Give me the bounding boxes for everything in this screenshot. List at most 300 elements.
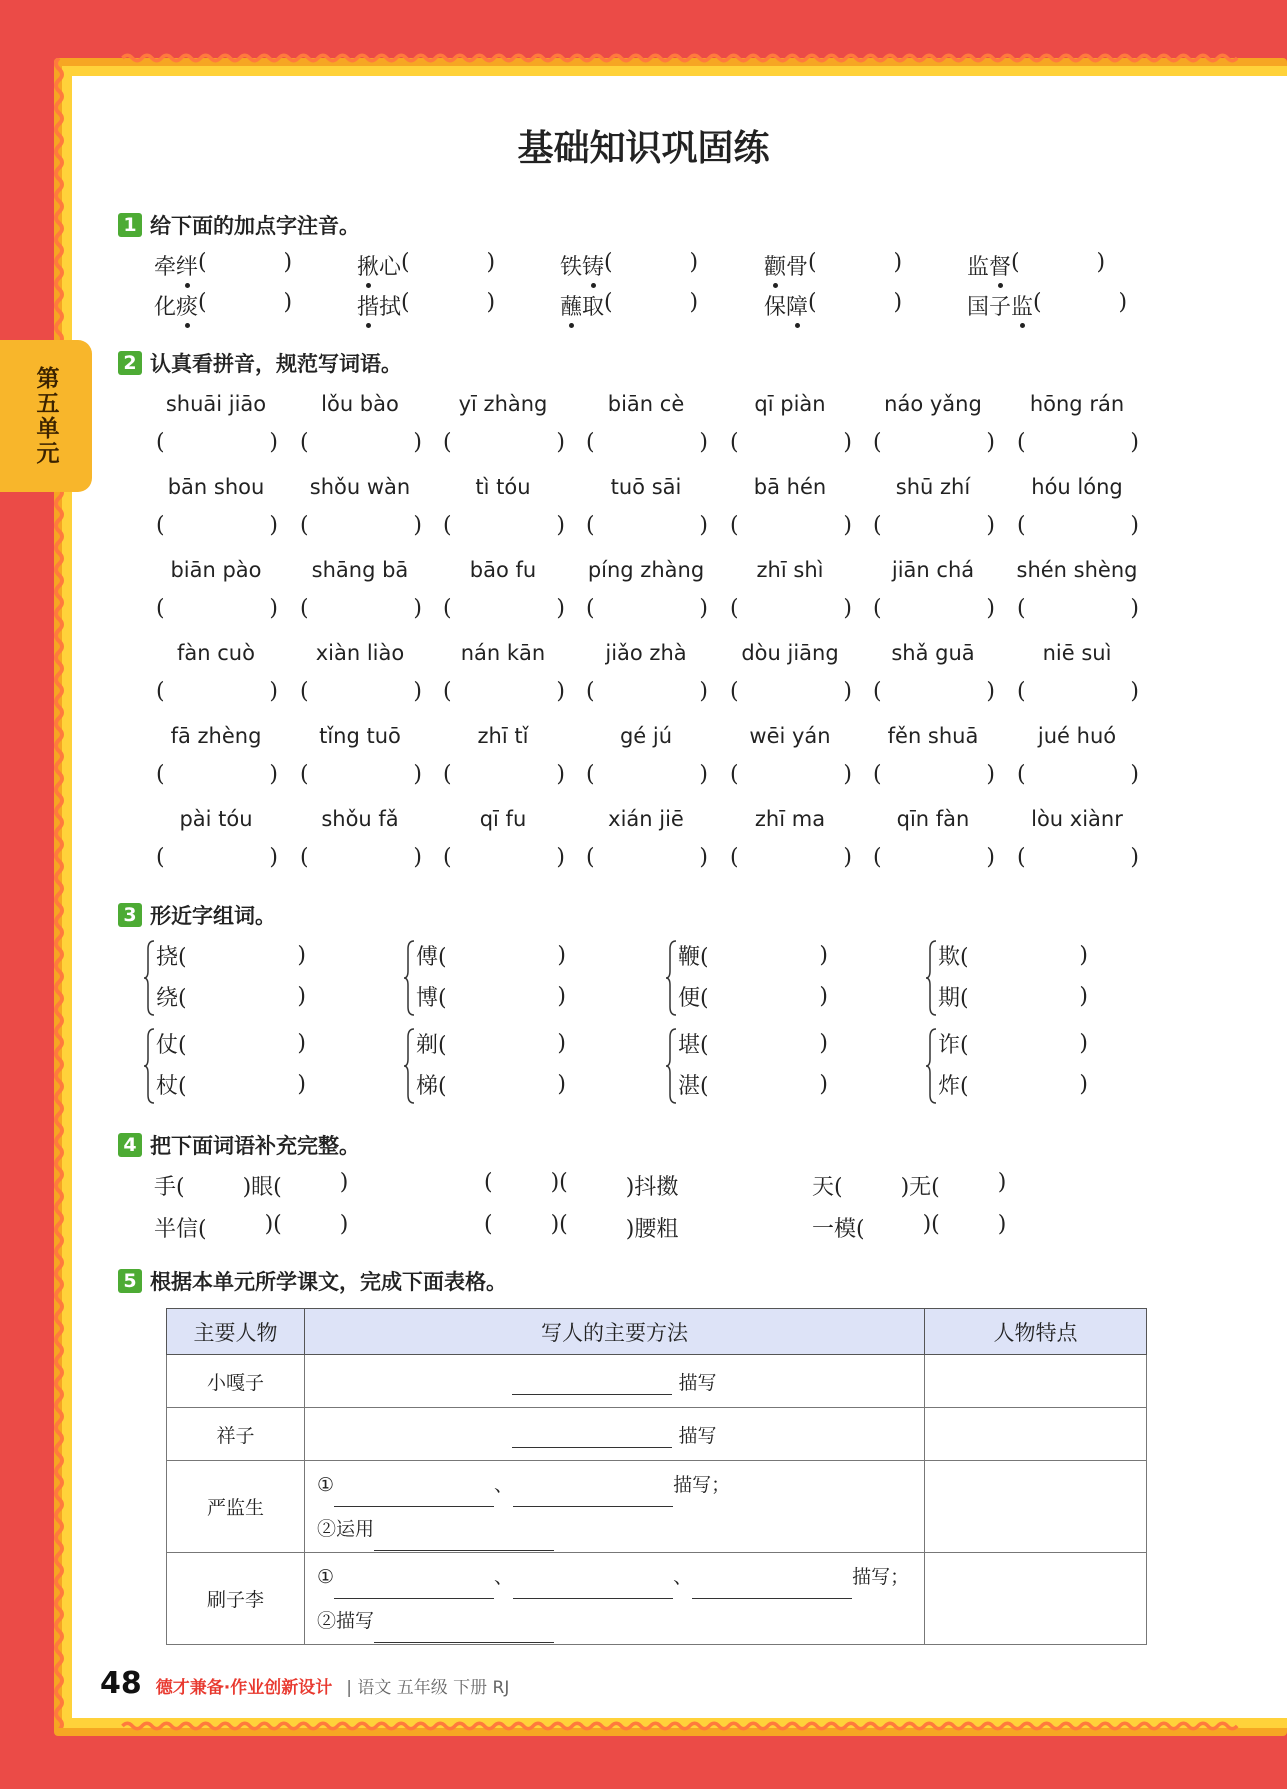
pinyin-label: jiǎo zhà [605, 641, 687, 665]
answer-blank[interactable] [374, 1623, 554, 1643]
answer-blank[interactable] [568, 1170, 626, 1201]
person-name: 祥子 [167, 1408, 305, 1461]
method-cell [305, 1553, 925, 1645]
open-paren[interactable]: ( [700, 1033, 709, 1058]
unit-label: 第五单元 [32, 366, 59, 466]
series-name: 德才兼备·作业创新设计 [155, 1678, 333, 1698]
similar-char: 鞭 [678, 945, 701, 970]
phonetic-item [154, 250, 292, 281]
idiom-part-a: ( [484, 1212, 493, 1237]
answer-paren[interactable]: ( ) [443, 596, 565, 621]
char-with-paren [156, 981, 187, 1012]
answer-paren[interactable]: ( ) [808, 250, 903, 275]
phonetic-item [357, 290, 495, 321]
pinyin-label: fā zhèng [170, 724, 262, 748]
answer-paren[interactable]: ( ) [586, 762, 708, 787]
idiom-part-a: ( [484, 1170, 493, 1195]
answer-blank[interactable] [940, 1170, 998, 1201]
pinyin-label: niē suì [1042, 641, 1112, 665]
pinyin-label: pài tóu [179, 807, 253, 831]
pinyin-label: lǒu bào [321, 392, 399, 416]
phonetic-item [560, 250, 698, 281]
char-with-paren [678, 981, 709, 1012]
trait-cell[interactable] [925, 1553, 1147, 1645]
idiom-item [154, 1212, 348, 1243]
answer-paren[interactable]: ( ) [156, 596, 278, 621]
pinyin-label: dòu jiāng [741, 641, 839, 665]
table-row [167, 1408, 1147, 1461]
pinyin-label: bān shou [167, 475, 265, 499]
answer-paren[interactable]: ( ) [156, 513, 278, 538]
idiom-part-a: 手( [154, 1175, 185, 1200]
method-cell [305, 1408, 925, 1461]
answer-paren[interactable]: ( ) [873, 679, 995, 704]
char-line [156, 976, 306, 1017]
dotted-char: 督 [989, 250, 1011, 281]
close-paren[interactable]: ) [297, 943, 306, 968]
phonetic-item [967, 250, 1105, 281]
answer-blank[interactable] [282, 1212, 340, 1243]
similar-char: 博 [416, 986, 439, 1011]
char-line [156, 1064, 306, 1105]
idiom-part-b: )( [550, 1170, 568, 1195]
item-prefix: ②运用 [317, 1517, 375, 1540]
unit-side-tab [0, 340, 92, 492]
dotted-char: 障 [786, 290, 808, 321]
similar-char: 梯 [416, 1074, 439, 1099]
char-with-paren [416, 1028, 447, 1059]
close-paren[interactable]: ) [297, 1072, 306, 1097]
similar-char: 诈 [938, 1033, 961, 1058]
answer-paren[interactable]: ( ) [1017, 513, 1139, 538]
answer-paren[interactable]: ( ) [300, 513, 422, 538]
answer-blank[interactable] [843, 1170, 901, 1201]
char-line [416, 1023, 566, 1064]
idiom-part-b: )( [922, 1212, 940, 1237]
word-prefix: 保 [764, 295, 787, 320]
answer-blank[interactable] [692, 1579, 852, 1599]
q5-number-badge: 5 [118, 1269, 142, 1293]
open-paren[interactable]: ( [178, 1074, 187, 1099]
answer-paren[interactable]: ( ) [730, 845, 852, 870]
answer-paren[interactable]: ( ) [1017, 596, 1139, 621]
char-with-paren [938, 940, 969, 971]
char-line [156, 935, 306, 976]
open-paren[interactable]: ( [438, 1074, 447, 1099]
pinyin-label: wēi yán [749, 724, 831, 748]
char-line [156, 1023, 306, 1064]
char-group [938, 1023, 1088, 1105]
answer-paren[interactable]: ( ) [1017, 679, 1139, 704]
item-prefix: ②描写 [317, 1609, 375, 1632]
word-prefix: 牵 [154, 255, 177, 280]
q1-prompt: 给下面的加点字注音。 [150, 214, 360, 238]
phonetic-item [357, 250, 495, 281]
answer-blank[interactable] [185, 1170, 243, 1201]
answer-paren[interactable]: ( ) [586, 513, 708, 538]
answer-paren[interactable]: ( ) [586, 679, 708, 704]
dotted-char: 蘸 [560, 290, 582, 321]
answer-paren[interactable]: ( ) [300, 762, 422, 787]
answer-blank[interactable] [334, 1487, 494, 1507]
open-paren[interactable]: ( [438, 1033, 447, 1058]
pinyin-label: bā hén [753, 475, 827, 499]
similar-char: 便 [678, 986, 701, 1011]
answer-blank[interactable] [493, 1170, 551, 1201]
close-paren[interactable]: ) [1079, 943, 1088, 968]
pinyin-label: biān pào [170, 558, 262, 582]
similar-char: 剃 [416, 1033, 439, 1058]
answer-paren[interactable]: ( ) [156, 430, 278, 455]
phonetic-item [967, 290, 1127, 321]
answer-paren[interactable]: ( ) [443, 762, 565, 787]
answer-blank[interactable] [513, 1487, 673, 1507]
phonetic-item [764, 250, 902, 281]
method-cell [305, 1461, 925, 1553]
q2-header [118, 348, 402, 378]
close-paren[interactable]: ) [1079, 1072, 1088, 1097]
answer-paren[interactable]: ( ) [1017, 762, 1139, 787]
answer-paren[interactable]: ( ) [604, 250, 699, 275]
pinyin-label: qī fu [479, 807, 527, 831]
char-with-paren [938, 981, 969, 1012]
phonetic-item [560, 290, 698, 321]
char-with-paren [416, 1069, 447, 1100]
pinyin-label: nán kān [460, 641, 546, 665]
answer-paren[interactable]: ( ) [1017, 845, 1139, 870]
word-suffix: 心 [379, 255, 402, 280]
char-line [416, 935, 566, 976]
q1-header [118, 210, 360, 240]
table-row [167, 1553, 1147, 1645]
open-paren[interactable]: ( [178, 1033, 187, 1058]
char-with-paren [678, 1028, 709, 1059]
q4-prompt: 把下面词语补充完整。 [150, 1134, 360, 1158]
open-paren[interactable]: ( [438, 986, 447, 1011]
answer-paren[interactable]: ( ) [873, 513, 995, 538]
char-with-paren [416, 981, 447, 1012]
answer-blank[interactable] [865, 1212, 923, 1243]
pinyin-label: náo yǎng [884, 392, 982, 416]
answer-paren[interactable]: ( ) [1033, 290, 1128, 315]
char-with-paren [416, 940, 447, 971]
answer-paren[interactable]: ( ) [443, 679, 565, 704]
close-paren[interactable]: ) [557, 943, 566, 968]
answer-blank[interactable] [513, 1579, 673, 1599]
pinyin-label: tǐng tuō [319, 724, 401, 748]
answer-blank[interactable] [512, 1428, 672, 1448]
pinyin-label: hōng rán [1029, 392, 1125, 416]
separator: 、 [494, 1565, 514, 1588]
answer-paren[interactable]: ( ) [586, 845, 708, 870]
idiom-part-c: )抖擞 [625, 1175, 679, 1200]
word-prefix: 监 [967, 255, 990, 280]
answer-paren[interactable]: ( ) [198, 290, 293, 315]
word-suffix: 骨 [786, 255, 809, 280]
answer-blank[interactable] [282, 1170, 340, 1201]
col-header-trait: 人物特点 [925, 1309, 1147, 1355]
open-paren[interactable]: ( [960, 986, 969, 1011]
pinyin-label: tì tóu [475, 475, 531, 499]
q1-number-badge: 1 [118, 213, 142, 237]
answer-paren[interactable]: ( ) [156, 845, 278, 870]
char-line [678, 1064, 828, 1105]
pinyin-label: qīn fàn [896, 807, 970, 831]
top-wave-border [54, 50, 1287, 66]
pinyin-label: qī piàn [754, 392, 826, 416]
word-prefix: 化 [154, 295, 177, 320]
q5-table [166, 1308, 1147, 1645]
answer-paren[interactable]: ( ) [198, 250, 293, 275]
pinyin-label: fěn shuā [887, 724, 979, 748]
answer-paren[interactable]: ( ) [443, 513, 565, 538]
char-with-paren [156, 1069, 187, 1100]
char-with-paren [938, 1069, 969, 1100]
idiom-part-c: ) [997, 1170, 1007, 1195]
answer-paren[interactable]: ( ) [156, 762, 278, 787]
pinyin-label: shén shèng [1016, 558, 1138, 582]
answer-paren[interactable]: ( ) [586, 430, 708, 455]
answer-paren[interactable]: ( ) [730, 430, 852, 455]
answer-paren[interactable]: ( ) [873, 596, 995, 621]
open-paren[interactable]: ( [960, 1074, 969, 1099]
open-paren[interactable]: ( [178, 945, 187, 970]
answer-paren[interactable]: ( ) [300, 430, 422, 455]
brace-icon [666, 939, 678, 1017]
idiom-part-b: )无( [900, 1175, 940, 1200]
answer-paren[interactable]: ( ) [730, 679, 852, 704]
word-prefix: 国子 [967, 295, 1012, 320]
separator: 、 [673, 1565, 693, 1588]
char-group [416, 935, 566, 1017]
similar-char: 仗 [156, 1033, 179, 1058]
dotted-char: 揩 [357, 290, 379, 321]
brace-icon [144, 1027, 156, 1105]
answer-paren[interactable]: ( ) [300, 596, 422, 621]
page-number: 48 [100, 1666, 142, 1701]
open-paren[interactable]: ( [700, 986, 709, 1011]
pinyin-label: zhī tǐ [477, 724, 529, 748]
page-footer [100, 1666, 509, 1701]
pinyin-label: hóu lóng [1031, 475, 1123, 499]
brace-icon [404, 1027, 416, 1105]
brace-icon [144, 939, 156, 1017]
trait-cell[interactable] [925, 1408, 1147, 1461]
close-paren[interactable]: ) [819, 1072, 828, 1097]
answer-paren[interactable]: ( ) [873, 845, 995, 870]
answer-blank[interactable] [374, 1531, 554, 1551]
dotted-char: 痰 [176, 290, 198, 321]
similar-char: 欺 [938, 945, 961, 970]
q5-prompt: 根据本单元所学课文，完成下面表格。 [150, 1270, 507, 1294]
answer-blank[interactable] [334, 1579, 494, 1599]
pinyin-label: píng zhàng [587, 558, 705, 582]
close-paren[interactable]: ) [557, 1031, 566, 1056]
idiom-item [484, 1170, 678, 1201]
q3-header [118, 900, 276, 930]
close-paren[interactable]: ) [297, 1031, 306, 1056]
method-cell [305, 1355, 925, 1408]
brace-icon [666, 1027, 678, 1105]
pinyin-label: zhī shì [756, 558, 824, 582]
char-with-paren [938, 1028, 969, 1059]
char-line [938, 935, 1088, 976]
answer-paren[interactable]: ( ) [730, 762, 852, 787]
similar-char: 绕 [156, 986, 179, 1011]
q3-number-badge: 3 [118, 903, 142, 927]
char-group [678, 1023, 828, 1105]
char-line [938, 1023, 1088, 1064]
brace-icon [926, 1027, 938, 1105]
pinyin-label: tuō sāi [610, 475, 682, 499]
close-paren[interactable]: ) [557, 984, 566, 1009]
similar-char: 期 [938, 986, 961, 1011]
pinyin-label: bāo fu [469, 558, 537, 582]
char-group [416, 1023, 566, 1105]
pinyin-label: shū zhí [895, 475, 971, 499]
char-group [156, 1023, 306, 1105]
answer-blank[interactable] [493, 1212, 551, 1243]
left-wave-border [50, 58, 68, 1728]
answer-paren[interactable]: ( ) [401, 250, 496, 275]
person-name: 刷子李 [167, 1553, 305, 1645]
open-paren[interactable]: ( [178, 986, 187, 1011]
table-row [167, 1355, 1147, 1408]
answer-blank[interactable] [512, 1375, 672, 1395]
dotted-char: 揪 [357, 250, 379, 281]
char-with-paren [678, 940, 709, 971]
idiom-part-b: )( [550, 1212, 568, 1237]
answer-paren[interactable]: ( ) [300, 679, 422, 704]
answer-paren[interactable]: ( ) [730, 513, 852, 538]
answer-blank[interactable] [207, 1212, 265, 1243]
idiom-item [812, 1212, 1006, 1243]
close-paren[interactable]: ) [819, 984, 828, 1009]
close-paren[interactable]: ) [1079, 984, 1088, 1009]
answer-blank[interactable] [568, 1212, 626, 1243]
open-paren[interactable]: ( [960, 945, 969, 970]
pinyin-label: biān cè [607, 392, 685, 416]
item-marker: ① [317, 1473, 335, 1496]
word-suffix: 取 [582, 295, 605, 320]
answer-paren[interactable]: ( ) [401, 290, 496, 315]
char-with-paren [156, 1028, 187, 1059]
idiom-item [154, 1170, 348, 1201]
idiom-part-a: 半信( [154, 1217, 207, 1242]
idiom-part-c: ) [339, 1170, 349, 1195]
pinyin-label: zhī ma [754, 807, 826, 831]
brace-icon [926, 939, 938, 1017]
answer-paren[interactable]: ( ) [443, 430, 565, 455]
char-line [678, 976, 828, 1017]
char-line [938, 1064, 1088, 1105]
answer-paren[interactable]: ( ) [808, 290, 903, 315]
similar-char: 堪 [678, 1033, 701, 1058]
open-paren[interactable]: ( [700, 1074, 709, 1099]
pinyin-label: shāng bā [311, 558, 409, 582]
answer-paren[interactable]: ( ) [873, 762, 995, 787]
trait-cell[interactable] [925, 1355, 1147, 1408]
answer-paren[interactable]: ( ) [1017, 430, 1139, 455]
person-name: 小嘎子 [167, 1355, 305, 1408]
q2-number-badge: 2 [118, 351, 142, 375]
answer-paren[interactable]: ( ) [604, 290, 699, 315]
pinyin-label: jiān chá [891, 558, 975, 582]
close-paren[interactable]: ) [1079, 1031, 1088, 1056]
char-group [156, 935, 306, 1017]
idiom-part-a: 一模( [812, 1217, 865, 1242]
char-with-paren [678, 1069, 709, 1100]
idiom-part-c: )腰粗 [625, 1217, 679, 1242]
open-paren[interactable]: ( [438, 945, 447, 970]
open-paren[interactable]: ( [700, 945, 709, 970]
person-name: 严监生 [167, 1461, 305, 1553]
method-suffix: 描写 [678, 1371, 717, 1394]
brace-icon [404, 939, 416, 1017]
close-paren[interactable]: ) [297, 984, 306, 1009]
bottom-wave-border [54, 1718, 1287, 1734]
page-title: 基础知识巩固练 [517, 128, 770, 169]
similar-char: 湛 [678, 1074, 701, 1099]
pinyin-label: jué huó [1037, 724, 1117, 748]
answer-paren[interactable]: ( ) [873, 430, 995, 455]
idiom-part-c: ) [339, 1212, 349, 1237]
col-header-method: 写人的主要方法 [305, 1309, 925, 1355]
pinyin-label: shǎ guā [891, 641, 975, 665]
idiom-item [812, 1170, 1006, 1201]
item-marker: ① [317, 1565, 335, 1588]
pinyin-label: yī zhàng [458, 392, 548, 416]
char-line [416, 976, 566, 1017]
phonetic-item [764, 290, 902, 321]
method-suffix: 描写； [673, 1473, 731, 1496]
answer-paren[interactable]: ( ) [300, 845, 422, 870]
answer-paren[interactable]: ( ) [586, 596, 708, 621]
close-paren[interactable]: ) [557, 1072, 566, 1097]
answer-paren[interactable]: ( ) [1011, 250, 1106, 275]
char-line [416, 1064, 566, 1105]
open-paren[interactable]: ( [960, 1033, 969, 1058]
dotted-char: 监 [1011, 290, 1033, 321]
q5-header [118, 1266, 507, 1296]
trait-cell[interactable] [925, 1461, 1147, 1553]
answer-paren[interactable]: ( ) [443, 845, 565, 870]
char-with-paren [156, 940, 187, 971]
answer-paren[interactable]: ( ) [156, 679, 278, 704]
pinyin-label: fàn cuò [177, 641, 255, 665]
subject-info: | 语文 五年级 下册 RJ [346, 1678, 510, 1698]
close-paren[interactable]: ) [819, 1031, 828, 1056]
method-suffix: 描写 [678, 1424, 717, 1447]
close-paren[interactable]: ) [819, 943, 828, 968]
similar-char: 杖 [156, 1074, 179, 1099]
similar-char: 傅 [416, 945, 439, 970]
char-line [938, 976, 1088, 1017]
method-suffix: 描写； [852, 1565, 910, 1588]
pinyin-label: lòu xiànr [1031, 807, 1123, 831]
idiom-part-a: 天( [812, 1175, 843, 1200]
similar-char: 挠 [156, 945, 179, 970]
phonetic-item [154, 290, 292, 321]
char-line [678, 935, 828, 976]
dotted-char: 颧 [764, 250, 786, 281]
answer-paren[interactable]: ( ) [730, 596, 852, 621]
pinyin-label: xián jiē [608, 807, 684, 831]
char-group [678, 935, 828, 1017]
idiom-item [484, 1212, 678, 1243]
answer-blank[interactable] [940, 1212, 998, 1243]
q2-prompt: 认真看拼音，规范写词语。 [150, 352, 402, 376]
